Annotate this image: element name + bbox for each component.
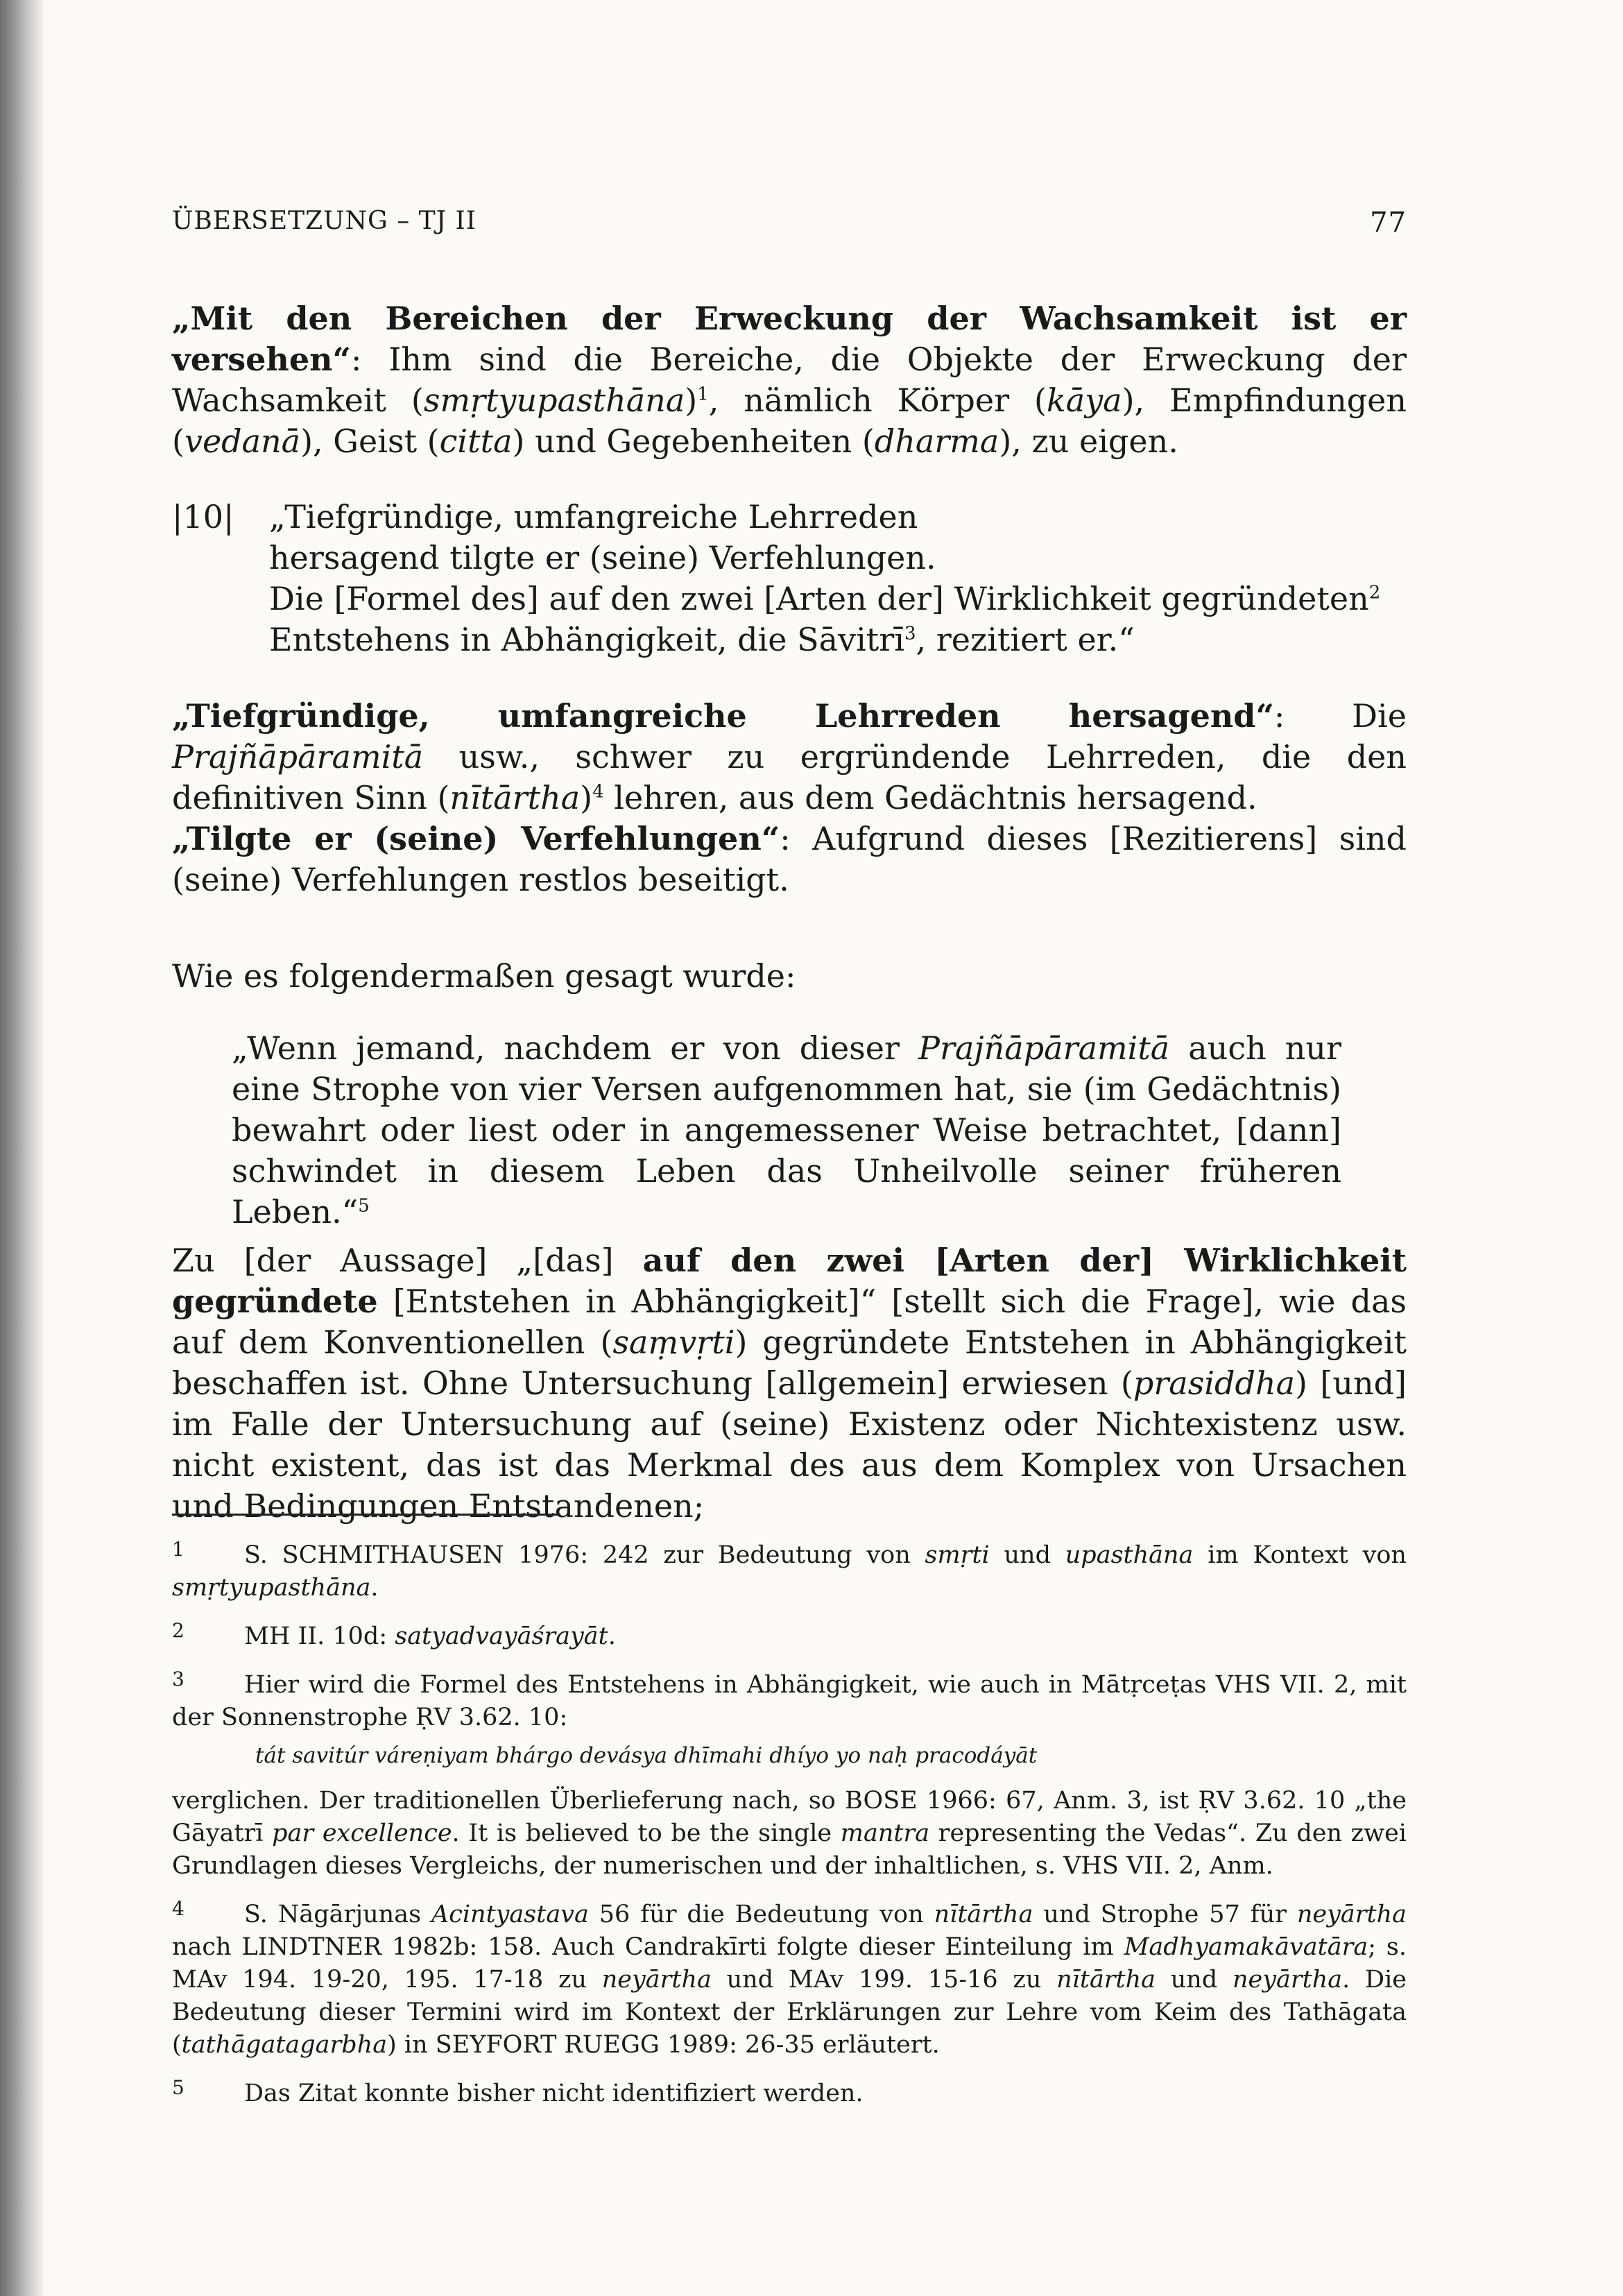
sanskrit-term: neyārtha (1296, 1901, 1407, 1928)
verse-line-2: hersagend tilgte er (seine) Verfehlungen. (269, 539, 936, 576)
text: . (608, 1622, 616, 1650)
text: und (1156, 1966, 1233, 1994)
sanskrit-term: upasthāna (1065, 1541, 1194, 1569)
sanskrit-term: kāya (1046, 382, 1122, 419)
text: ) [und] im Falle der Untersuchung auf (seine) Existenz oder Nichtexistenz usw. nicht existent, das ist das Merkmal des aus dem Komplex von Ursachen und Bedingungen Entstandenen; (172, 1364, 1407, 1525)
text: : Ihm sind die Bereiche, die Objekte der Erweckung der Wachsamkeit ( (172, 341, 1407, 419)
text: und (989, 1541, 1065, 1569)
sanskrit-verse: tát savitúr váreṇiyam bhárgo devásya dhīmahi dhíyo yo naḥ pracodáyāt (255, 1743, 1038, 1768)
text: : Aufgrund dieses [Rezitierens] sind (seine) Verfehlungen restlos beseitigt. (172, 820, 1407, 898)
text: Hier wird die Formel des Entstehens in Abhängigkeit, wie auch in Mātṛceṭas VHS VII. 2, mit der Sonnenstrophe ṚV 3.62. 10: (172, 1671, 1407, 1731)
text: usw., schwer zu ergründende Lehrreden, die den definitiven Sinn ( (172, 738, 1407, 816)
text: S. SCHMITHAUSEN 1976: 242 zur Bedeutung von (244, 1541, 925, 1569)
lemma: „Tiefgründige, umfangreiche Lehrreden hersagend“ (172, 697, 1274, 735)
sanskrit-term: nītārtha (1056, 1966, 1156, 1994)
sanskrit-term: neyārtha (601, 1966, 712, 1994)
text: im Kontext von (1193, 1541, 1407, 1569)
sanskrit-term: satyadvayāśrayāt (395, 1622, 608, 1650)
text: ), Geist ( (300, 422, 440, 460)
footnote-5 (172, 2071, 1407, 2110)
lemma: „Mit den Bereichen der Erweckung der Wachsamkeit ist er versehen“ (172, 300, 1407, 378)
sanskrit-term: smṛtyupasthāna (423, 382, 685, 419)
footnote-2 (172, 1614, 1407, 1653)
sanskrit-term: smṛtyupasthāna (172, 1574, 371, 1602)
text: lehren, aus dem Gedächtnis hersagend. (603, 779, 1257, 816)
text: ) gegründete Entstehen in Abhängigkeit beschaffen ist. Ohne Untersuchung [allgemein] erwiesen ( (172, 1323, 1407, 1402)
text: S. Nāgārjunas (244, 1901, 431, 1928)
verse-number: |10| (172, 498, 234, 536)
footnote-ref-5[interactable]: 5 (358, 1195, 370, 1217)
text: Zu [der Aussage] „[das] (172, 1242, 643, 1279)
sanskrit-term: tathāgatagarbha (181, 2031, 388, 2059)
lemma: „Tilgte er (seine) Verfehlungen“ (172, 820, 780, 857)
footnote-ref-1[interactable]: 1 (697, 384, 709, 405)
text: ), Empfindungen ( (172, 382, 1407, 460)
footnote-number: 5 (172, 2076, 184, 2099)
lemma: auf den zwei [Arten der] Wirklichkeit gegründete (172, 1242, 1407, 1320)
footnote-number: 2 (172, 1619, 184, 1642)
text: representing the Vedas“. Zu den zwei Grundlagen dieses Vergleichs, der numerischen und der inhaltlichen, s. VHS VII. 2, Anm. (172, 1819, 1407, 1880)
text: und MAv 199. 15-16 zu (711, 1966, 1057, 1994)
sanskrit-term: Madhyamakāvatāra (1124, 1933, 1368, 1961)
footnote-1 (172, 1533, 1407, 1604)
footnote-number: 1 (172, 1538, 184, 1561)
text: ) und Gegebenheiten ( (512, 422, 875, 460)
text: . Die Bedeutung dieser Termini wird im Kontext der Erklärungen zur Lehre vom Keim des Tathāgata ( (172, 1966, 1407, 2059)
sanskrit-term: prasiddha (1133, 1364, 1295, 1402)
sanskrit-term: saṃvṛti (612, 1323, 735, 1361)
text: „Wenn jemand, nachdem er von dieser (232, 1029, 919, 1067)
sanskrit-term: Acintyastava (431, 1901, 589, 1928)
paragraph-2 (172, 696, 1407, 900)
header-title: ÜBERSETZUNG – TJ II (172, 207, 476, 235)
text: ) in SEYFORT RUEGG 1989: 26-35 erläutert. (387, 2031, 940, 2059)
text: . (370, 1574, 379, 1602)
footnote-number: 3 (172, 1668, 184, 1690)
sanskrit-term: smṛti (925, 1541, 990, 1569)
text: : Die (1273, 697, 1407, 735)
sanskrit-term: nītārtha (449, 779, 581, 816)
footnote-3 (172, 1663, 1407, 1883)
italic-term: par excellence (272, 1819, 452, 1847)
paragraph-3: Wie es folgendermaßen gesagt wurde: (172, 957, 796, 995)
paragraph-4 (172, 1240, 1407, 1527)
text: ; s. MAv 194. 19-20, 195. 17-18 zu (172, 1933, 1407, 1994)
text: nach LINDTNER 1982b: 158. Auch Candrakīrti folgte dieser Einteilung im (172, 1933, 1124, 1961)
text: 56 für die Bedeutung von (588, 1901, 934, 1928)
text: ), zu eigen. (999, 422, 1178, 460)
sanskrit-term: neyārtha (1233, 1966, 1343, 1994)
footnote-ref-4[interactable]: 4 (592, 781, 604, 803)
text: und Strophe 57 für (1033, 1901, 1297, 1928)
footnotes (172, 1533, 1407, 2120)
sanskrit-term: citta (439, 422, 513, 460)
text: . It is believed to be the single (452, 1819, 841, 1847)
sanskrit-term: Prajñāpāramitā (918, 1029, 1170, 1067)
text: Die [Formel des] auf den zwei [Arten der] Wirklichkeit gegründeten (269, 580, 1369, 617)
paragraph-1 (172, 298, 1407, 462)
verse-line-1: „Tiefgründige, umfangreiche Lehrreden (269, 498, 918, 536)
text: MH II. 10d: (244, 1622, 395, 1650)
text: [Entstehen in Abhängigkeit]“ [stellt sich die Frage], wie das auf dem Konventionellen ( (172, 1283, 1407, 1361)
sanskrit-term: nītārtha (934, 1901, 1033, 1928)
footnote-ref-2[interactable]: 2 (1368, 582, 1381, 603)
text: ) (685, 382, 698, 419)
text: Das Zitat konnte bisher nicht identifiziert werden. (244, 2080, 864, 2107)
text: ) (580, 779, 593, 816)
text: auch nur eine Strophe von vier Versen aufgenommen hat, sie (im Gedächtnis) bewahrt oder liest oder in angemessener Weise betrachtet, [dann] schwindet in diesem Leben das Unheilvolle seiner früheren Leben.“ (232, 1029, 1341, 1231)
block-quote (232, 1028, 1341, 1233)
text: verglichen. Der traditionellen Überlieferung nach, so BOSE 1966: 67, Anm. 3, ist ṚV 3.62. 10 „the Gāyatrī (172, 1787, 1407, 1847)
running-header (172, 207, 1407, 239)
page-number: 77 (1370, 207, 1407, 239)
footnote-number: 4 (172, 1897, 184, 1920)
footnote-4 (172, 1892, 1407, 2062)
text: , rezitiert er.“ (916, 621, 1135, 658)
text: , nämlich Körper ( (708, 382, 1047, 419)
sanskrit-term: Prajñāpāramitā (172, 738, 424, 776)
sanskrit-term: vedanā (184, 422, 301, 460)
text: Entstehens in Abhängigkeit, die Sāvitrī (269, 621, 904, 658)
verse-line-3 (269, 579, 1380, 619)
italic-term: mantra (840, 1819, 930, 1847)
verse-line-4 (269, 619, 1380, 660)
book-binding-shadow (0, 0, 43, 2296)
footnote-ref-3[interactable]: 3 (904, 623, 916, 644)
footnote-divider (172, 1514, 560, 1516)
sanskrit-term: dharma (874, 422, 999, 460)
verse-lines (269, 497, 1380, 660)
